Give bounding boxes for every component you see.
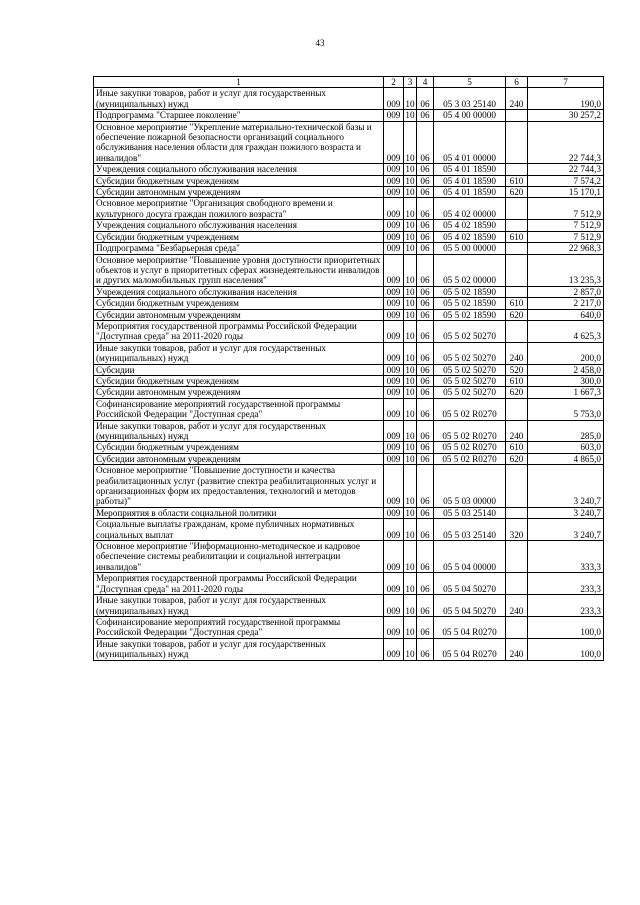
- row-section: 10: [405, 164, 415, 175]
- row-section: 10: [404, 541, 417, 573]
- row-subsection: 06: [417, 375, 434, 386]
- table-row: [94, 298, 604, 309]
- row-subsection: 06: [417, 88, 434, 110]
- row-expense-type: 240: [506, 595, 528, 617]
- table-row: [94, 541, 604, 573]
- row-section: 10: [405, 375, 415, 386]
- row-admin-code: 009: [384, 231, 404, 242]
- row-target-article: 05 5 04 50270: [434, 595, 506, 617]
- row-name: Основное мероприятие "Организация свободного времени и культурного досуга граждан пожилого возраста": [94, 198, 384, 220]
- row-admin-code: 009: [384, 121, 404, 164]
- row-subsection: 06: [417, 187, 434, 198]
- row-subsection: 06: [417, 465, 434, 508]
- row-name: Иные закупки товаров, работ и услуг для государственных (муниципальных) нужд: [94, 638, 384, 660]
- row-subsection: 06: [417, 175, 434, 186]
- row-amount: 7 512,9: [528, 220, 604, 231]
- row-subsection: 06: [417, 342, 434, 364]
- table-row: [94, 198, 604, 220]
- row-target-article: 05 5 02 18590: [434, 286, 506, 297]
- row-amount: 333,3: [528, 541, 604, 573]
- row-name: Иные закупки товаров, работ и услуг для государственных (муниципальных) нужд: [94, 420, 384, 442]
- row-amount: 15 170,1: [528, 187, 604, 198]
- row-name: Субсидии бюджетным учреждениям: [94, 375, 384, 386]
- row-admin-code: 009: [384, 320, 404, 342]
- table-row: [94, 88, 604, 110]
- row-amount: 1 667,3: [528, 387, 604, 398]
- row-amount: 2 217,0: [528, 298, 604, 309]
- table-row: [94, 616, 604, 638]
- row-section: 10: [405, 231, 415, 242]
- row-subsection: 06: [417, 110, 434, 121]
- table-row: [94, 638, 604, 660]
- row-expense-type: 610: [506, 442, 528, 453]
- row-admin-code: 009: [384, 254, 404, 286]
- row-subsection: 06: [417, 420, 434, 442]
- row-name: Мероприятия государственной программы Российской Федерации "Доступная среда" на 2011-2020 годы: [94, 573, 384, 595]
- row-target-article: 05 5 04 R0270: [434, 638, 506, 660]
- row-subsection: 06: [417, 519, 434, 541]
- row-section: 10: [404, 595, 417, 617]
- row-admin-code: 009: [384, 573, 404, 595]
- row-section: 10: [405, 309, 415, 320]
- row-section: 10: [404, 342, 417, 364]
- row-section: 10: [405, 298, 415, 309]
- row-amount: 285,0: [528, 420, 604, 442]
- row-expense-type: [506, 541, 528, 573]
- row-amount: 640,0: [528, 309, 604, 320]
- row-name: Субсидии бюджетным учреждениям: [94, 175, 384, 186]
- table-row: [94, 320, 604, 342]
- table-row: [94, 465, 604, 508]
- row-target-article: 05 4 01 18590: [434, 175, 506, 186]
- row-amount: 4 865,0: [528, 453, 604, 464]
- row-subsection: 06: [417, 507, 434, 518]
- table-row: [94, 364, 604, 375]
- row-admin-code: 009: [384, 187, 404, 198]
- row-name: Субсидии бюджетным учреждениям: [94, 298, 384, 309]
- row-amount: 7 574,2: [528, 175, 604, 186]
- row-name: Основное мероприятие "Укрепление материально-технической базы и обеспечение пожарной безопасности организаций социального обслуживания населения области для граждан пожилого возраста и инвалидов": [94, 121, 384, 164]
- table-row: [94, 231, 604, 242]
- row-name: Подпрограмма "Старшее поколение": [94, 110, 384, 121]
- row-section: 10: [404, 121, 417, 164]
- table-row: [94, 309, 604, 320]
- row-name: Основное мероприятие "Повышение доступности и качества реабилитационных услуг (развитие спектра реабилитационных услуг и организационных форм их предоставления, технологий и методов работы)": [94, 465, 384, 508]
- row-target-article: 05 5 02 R0270: [434, 453, 506, 464]
- row-subsection: 06: [417, 364, 434, 375]
- row-expense-type: [506, 320, 528, 342]
- row-name: Подпрограмма "Безбарьерная среда": [94, 243, 384, 254]
- row-amount: 7 512,9: [528, 198, 604, 220]
- row-name: Основное мероприятие "Повышение уровня доступности приоритетных объектов и услуг в приоритетных сферах жизнедеятельности инвалидов и других маломобильных групп населения": [94, 254, 384, 286]
- row-admin-code: 009: [384, 309, 404, 320]
- row-target-article: 05 4 02 00000: [434, 198, 506, 220]
- column-header: 4: [417, 77, 434, 88]
- row-amount: 5 753,0: [528, 398, 604, 420]
- row-admin-code: 009: [384, 375, 404, 386]
- row-expense-type: 610: [506, 175, 528, 186]
- row-expense-type: [506, 465, 528, 508]
- row-target-article: 05 5 00 00000: [434, 243, 506, 254]
- row-section: 10: [404, 573, 417, 595]
- row-expense-type: [506, 573, 528, 595]
- row-subsection: 06: [417, 638, 434, 660]
- row-subsection: 06: [417, 231, 434, 242]
- column-header: 7: [528, 77, 604, 88]
- row-name: Субсидии: [94, 364, 384, 375]
- row-name: Софинансирование мероприятий государственной программы Российской Федерации "Доступная среда": [94, 398, 384, 420]
- table-row: [94, 398, 604, 420]
- row-admin-code: 009: [384, 541, 404, 573]
- table-row: [94, 375, 604, 386]
- row-admin-code: 009: [384, 298, 404, 309]
- row-expense-type: 240: [506, 638, 528, 660]
- table-row: [94, 110, 604, 121]
- row-name: Иные закупки товаров, работ и услуг для государственных (муниципальных) нужд: [94, 88, 384, 110]
- row-subsection: 06: [417, 121, 434, 164]
- table-row: [94, 121, 604, 164]
- row-admin-code: 009: [384, 398, 404, 420]
- row-target-article: 05 4 02 18590: [434, 220, 506, 231]
- row-target-article: 05 5 04 50270: [434, 573, 506, 595]
- row-amount: 190,0: [528, 88, 604, 110]
- row-target-article: 05 5 02 R0270: [434, 442, 506, 453]
- row-amount: 300,0: [528, 375, 604, 386]
- row-admin-code: 009: [384, 342, 404, 364]
- row-admin-code: 009: [384, 175, 404, 186]
- row-admin-code: 009: [384, 164, 404, 175]
- row-amount: 100,0: [528, 638, 604, 660]
- row-section: 10: [404, 88, 417, 110]
- row-name: Учреждения социального обслуживания населения: [94, 286, 384, 297]
- row-admin-code: 009: [384, 638, 404, 660]
- row-name: Социальные выплаты гражданам, кроме публичных нормативных социальных выплат: [94, 519, 384, 541]
- row-expense-type: [506, 220, 528, 231]
- row-target-article: 05 5 02 R0270: [434, 420, 506, 442]
- row-subsection: 06: [417, 320, 434, 342]
- row-expense-type: 320: [506, 519, 528, 541]
- row-subsection: 06: [417, 387, 434, 398]
- row-subsection: 06: [417, 298, 434, 309]
- column-header: 2: [384, 77, 404, 88]
- row-section: 10: [405, 110, 415, 121]
- row-expense-type: 620: [506, 453, 528, 464]
- row-admin-code: 009: [384, 198, 404, 220]
- row-name: Субсидии бюджетным учреждениям: [94, 231, 384, 242]
- row-name: Софинансирование мероприятий государственной программы Российской Федерации "Доступная среда": [94, 616, 384, 638]
- row-target-article: 05 5 02 50270: [434, 375, 506, 386]
- row-name: Учреждения социального обслуживания населения: [94, 220, 384, 231]
- row-target-article: 05 5 03 00000: [434, 465, 506, 508]
- table-row: [94, 164, 604, 175]
- row-expense-type: [506, 243, 528, 254]
- row-target-article: 05 5 04 R0270: [434, 616, 506, 638]
- row-subsection: 06: [417, 573, 434, 595]
- table-row: [94, 573, 604, 595]
- table-row: [94, 442, 604, 453]
- column-header: 1: [94, 77, 384, 88]
- row-amount: 3 240,7: [528, 465, 604, 508]
- row-target-article: 05 4 01 00000: [434, 121, 506, 164]
- table-row: [94, 453, 604, 464]
- row-subsection: 06: [417, 198, 434, 220]
- row-expense-type: [506, 616, 528, 638]
- column-header: 3: [404, 77, 417, 88]
- table-row: [94, 595, 604, 617]
- row-expense-type: 620: [506, 309, 528, 320]
- row-name: Основное мероприятие "Информационно-методическое и кадровое обеспечение системы реабилитации и социальной интеграции инвалидов": [94, 541, 384, 573]
- row-section: 10: [404, 420, 417, 442]
- row-admin-code: 009: [384, 364, 404, 375]
- row-target-article: 05 5 02 R0270: [434, 398, 506, 420]
- row-amount: 7 512,9: [528, 231, 604, 242]
- row-target-article: 05 4 01 18590: [434, 187, 506, 198]
- column-header: 6: [506, 77, 528, 88]
- row-section: 10: [404, 616, 417, 638]
- row-amount: 3 240,7: [528, 519, 604, 541]
- row-amount: 233,3: [528, 595, 604, 617]
- row-target-article: 05 5 02 50270: [434, 342, 506, 364]
- row-target-article: 05 4 00 00000: [434, 110, 506, 121]
- column-header: 5: [434, 77, 506, 88]
- row-subsection: 06: [417, 442, 434, 453]
- row-admin-code: 009: [384, 243, 404, 254]
- table-row: [94, 507, 604, 518]
- row-expense-type: 240: [506, 88, 528, 110]
- row-target-article: 05 5 02 00000: [434, 254, 506, 286]
- row-admin-code: 009: [384, 616, 404, 638]
- row-section: 10: [405, 507, 415, 518]
- row-amount: 13 235,3: [528, 254, 604, 286]
- row-expense-type: [506, 507, 528, 518]
- row-amount: 4 625,3: [528, 320, 604, 342]
- row-section: 10: [404, 254, 417, 286]
- table-row: [94, 220, 604, 231]
- row-amount: 22 744,3: [528, 121, 604, 164]
- row-section: 10: [405, 453, 415, 464]
- row-admin-code: 009: [384, 286, 404, 297]
- row-section: 10: [404, 198, 417, 220]
- table-row: [94, 187, 604, 198]
- row-expense-type: 610: [506, 298, 528, 309]
- row-admin-code: 009: [384, 442, 404, 453]
- row-subsection: 06: [417, 595, 434, 617]
- row-expense-type: [506, 164, 528, 175]
- row-target-article: 05 5 04 00000: [434, 541, 506, 573]
- row-subsection: 06: [417, 398, 434, 420]
- row-section: 10: [405, 187, 415, 198]
- row-section: 10: [405, 442, 415, 453]
- row-target-article: 05 5 03 25140: [434, 507, 506, 518]
- row-admin-code: 009: [384, 387, 404, 398]
- row-subsection: 06: [417, 309, 434, 320]
- row-target-article: 05 4 02 18590: [434, 231, 506, 242]
- table-row: [94, 387, 604, 398]
- row-name: Мероприятия государственной программы Российской Федерации "Доступная среда" на 2011-2020 годы: [94, 320, 384, 342]
- row-subsection: 06: [417, 220, 434, 231]
- table-body: [94, 88, 604, 660]
- row-target-article: 05 3 03 25140: [434, 88, 506, 110]
- row-admin-code: 009: [384, 507, 404, 518]
- row-target-article: 05 5 03 25140: [434, 519, 506, 541]
- row-target-article: 05 5 02 50270: [434, 364, 506, 375]
- row-amount: 2 857,0: [528, 286, 604, 297]
- table-row: [94, 519, 604, 541]
- row-target-article: 05 5 02 50270: [434, 320, 506, 342]
- row-expense-type: 620: [506, 387, 528, 398]
- row-section: 10: [405, 175, 415, 186]
- row-expense-type: [506, 110, 528, 121]
- table-row: [94, 420, 604, 442]
- row-name: Учреждения социального обслуживания населения: [94, 164, 384, 175]
- row-admin-code: 009: [384, 519, 404, 541]
- row-section: 10: [404, 320, 417, 342]
- row-amount: 2 458,0: [528, 364, 604, 375]
- row-expense-type: 610: [506, 375, 528, 386]
- row-expense-type: 520: [506, 364, 528, 375]
- row-amount: 100,0: [528, 616, 604, 638]
- row-expense-type: 610: [506, 231, 528, 242]
- row-expense-type: 240: [506, 342, 528, 364]
- table-row: [94, 286, 604, 297]
- row-admin-code: 009: [384, 220, 404, 231]
- row-subsection: 06: [417, 541, 434, 573]
- row-target-article: 05 5 02 18590: [434, 309, 506, 320]
- row-amount: 603,0: [528, 442, 604, 453]
- table-header-row: [94, 77, 604, 88]
- row-amount: 233,3: [528, 573, 604, 595]
- row-admin-code: 009: [384, 453, 404, 464]
- row-expense-type: 620: [506, 187, 528, 198]
- row-section: 10: [405, 364, 415, 375]
- table-row: [94, 254, 604, 286]
- row-name: Субсидии автономным учреждениям: [94, 387, 384, 398]
- row-section: 10: [404, 638, 417, 660]
- page-number: 43: [315, 38, 325, 48]
- row-expense-type: [506, 121, 528, 164]
- row-expense-type: 240: [506, 420, 528, 442]
- row-admin-code: 009: [384, 88, 404, 110]
- row-target-article: 05 4 01 18590: [434, 164, 506, 175]
- row-amount: 3 240,7: [528, 507, 604, 518]
- row-amount: 22 744,3: [528, 164, 604, 175]
- row-subsection: 06: [417, 453, 434, 464]
- row-section: 10: [405, 220, 415, 231]
- row-section: 10: [405, 286, 415, 297]
- row-name: Субсидии автономным учреждениям: [94, 453, 384, 464]
- row-expense-type: [506, 198, 528, 220]
- row-amount: 22 968,3: [528, 243, 604, 254]
- row-expense-type: [506, 286, 528, 297]
- row-section: 10: [405, 243, 415, 254]
- row-target-article: 05 5 02 50270: [434, 387, 506, 398]
- row-amount: 200,0: [528, 342, 604, 364]
- row-section: 10: [405, 387, 415, 398]
- row-name: Иные закупки товаров, работ и услуг для государственных (муниципальных) нужд: [94, 595, 384, 617]
- row-amount: 30 257,2: [528, 110, 604, 121]
- row-name: Мероприятия в области социальной политики: [94, 507, 384, 518]
- row-subsection: 06: [417, 243, 434, 254]
- row-subsection: 06: [417, 286, 434, 297]
- table-row: [94, 243, 604, 254]
- row-admin-code: 009: [384, 420, 404, 442]
- row-name: Субсидии автономным учреждениям: [94, 309, 384, 320]
- table-row: [94, 342, 604, 364]
- row-name: Субсидии бюджетным учреждениям: [94, 442, 384, 453]
- table-row: [94, 175, 604, 186]
- row-section: 10: [404, 519, 417, 541]
- row-target-article: 05 5 02 18590: [434, 298, 506, 309]
- row-name: Иные закупки товаров, работ и услуг для государственных (муниципальных) нужд: [94, 342, 384, 364]
- row-section: 10: [404, 465, 417, 508]
- row-admin-code: 009: [384, 110, 404, 121]
- row-expense-type: [506, 254, 528, 286]
- row-subsection: 06: [417, 254, 434, 286]
- row-section: 10: [404, 398, 417, 420]
- row-name: Субсидии автономным учреждениям: [94, 187, 384, 198]
- row-subsection: 06: [417, 616, 434, 638]
- row-subsection: 06: [417, 164, 434, 175]
- row-admin-code: 009: [384, 595, 404, 617]
- row-expense-type: [506, 398, 528, 420]
- budget-table: [93, 76, 604, 661]
- row-admin-code: 009: [384, 465, 404, 508]
